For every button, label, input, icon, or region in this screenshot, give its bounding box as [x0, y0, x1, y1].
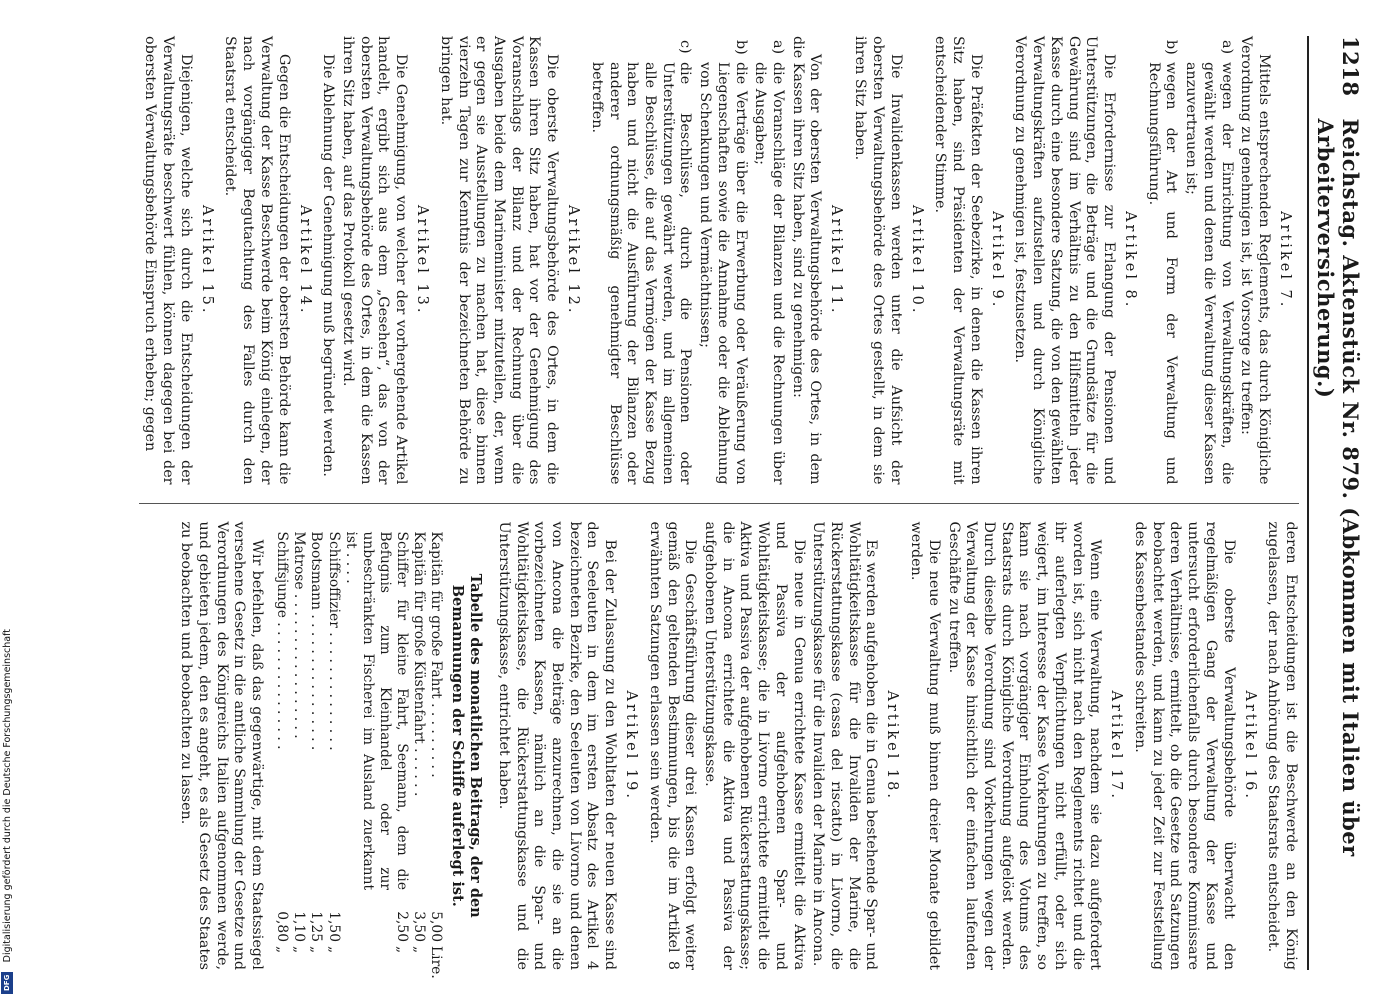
paragraph: deren Entscheidungen ist die Beschwerde an den König zugelassen, der nach Anhörung des Staatsrats entscheidet. [1265, 521, 1299, 970]
paragraph: Die oberste Verwaltungsbehörde des Ortes, in dem die Kassen ihren Sitz haben, hat vor der Genehmigung des Voranschlags der Bilanz und der Rechnung über die Ausgaben beide dem Marineminister mitzuteilen, der, wenn er gegen sie Ausstellungen zu machen hat, diese binnen vierzehn Tagen zur Kenntnis der bezeichneten Behörde zu bringen hat. [437, 36, 561, 485]
paragraph: Die Erfordernisse zur Erlangung der Pensionen und Unterstützungen, die Beträge und die Grundsätze für die Gewährung sind im Verhältnis zu den Hilfsmitteln jeder Kasse durch eine besondere Satzung, die von den gewählten Verwaltungskräften aufzustellen und durch Königliche Verordnung zu genehmigen ist, festzusetzen. [1012, 36, 1118, 485]
paragraph: Von der obersten Verwaltungsbehörde des Ortes, in dem die Kassen ihren Sitz haben, sind zu genehmigen: [789, 36, 824, 485]
paragraph: Bei der Zulassung zu den Wohltaten der neuen Kasse sind den Seeleuten in dem im ersten Absatz des Artikel 4 bezeichneten Bezirke, den Seeleuten von Livorno und denen von Ancona die Beiträge anzurechnen, die sie an die vorbezeichneten Kassen, nämlich an die Spar- und Wohltätigkeitskasse, die Rückerstattungskasse und die Unterstützungskasse, entrichtet haben. [495, 521, 619, 970]
article-heading: Artikel 8. [1122, 211, 1138, 310]
paragraph: Mittels entsprechenden Reglements, das durch Königliche Verordnung zu genehmigen ist, ist Vorsorge zu treffen: [1238, 36, 1273, 485]
currency-unit: „ [308, 946, 325, 954]
table-row [290, 532, 307, 981]
contribution-amount: 5,00 [428, 911, 445, 942]
list-item-label: a) [1218, 40, 1235, 55]
page-number: 1218 [1338, 36, 1363, 97]
list-item-label: b) [1163, 40, 1180, 55]
article-heading: Artikel 19. [623, 690, 640, 802]
article-heading: Artikel 14. [296, 204, 313, 316]
rank-label: Kapitän für große Fahrt . . . . . . . . . [428, 531, 445, 778]
paragraph: Die Präfekten der Seebezirke, in denen die Kassen ihren Sitz haben, sind Präsidenten der Verwaltungsräte mit entscheidender Stimme. [932, 36, 984, 485]
list-item-text: die Voranschläge der Bilanzen und die Rechnungen über die Ausgaben; [752, 62, 787, 485]
article-heading: Artikel 9. [988, 211, 1005, 310]
list-item [1181, 36, 1234, 485]
currency-unit: „ [393, 946, 410, 954]
list-item [587, 36, 693, 485]
paragraph: Diejenigen, welche sich durch die Entscheidungen der Verwaltungsräte beschwert fühlen, können dagegen bei der obersten Verwaltungsbehörde Einspruch erheben; gegen [142, 36, 194, 485]
contribution-amount: 1,25 [308, 911, 325, 942]
paragraph: Es werden aufgehoben die in Genua bestehende Spar- und Wohltätigkeitskasse für die Invaliden der Marine, die Rückerstattungskasse (cassa del riscatto) in Livorno, die Unterstützungskasse für die Invaliden der Marine in Ancona. [810, 521, 880, 970]
paragraph: Die Genehmigung, von welcher der vorhergehende Artikel handelt, ergibt sich aus dem „Gesehen“, das von der obersten Verwaltungsbehörde des Ortes, in dem die Kassen ihren Sitz haben, auf das Protokoll gesetzt wird. [340, 36, 410, 485]
contribution-amount: 0,80 [274, 911, 291, 942]
paragraph: Die neue Verwaltung muß binnen dreier Monate gebildet werden. [908, 521, 942, 970]
list-item-text: die Beschlüsse, durch die Pensionen oder Unterstützungen gewährt werden, und im allgemeinen alle Beschlüsse, die auf das Vermögen der Kasse Bezug haben und nicht die Ausführung der Bilanzen oder anderer ordnungsmäßig genehmigter Beschlüsse betreffen. [588, 62, 694, 485]
contribution-amount: 1,50 [325, 911, 342, 942]
table-row [427, 532, 444, 981]
paragraph: Die Ablehnung der Genehmigung muß begründet werden. [320, 54, 337, 477]
table-row [325, 532, 342, 981]
paragraph: Gegen die Entscheidungen der obersten Behörde kann die Verwaltung der Kasse Beschwerde beim König einlegen, der nach vorgängiger Begutachtung des Falles durch den Staatsrat entscheidet. [222, 36, 292, 485]
list-item-label: b) [732, 40, 749, 55]
left-column [139, 36, 1299, 485]
rank-label: Kapitän für große Küstenfahrt . . . . . . [411, 531, 428, 797]
rank-label: Schiffsjunge . . . . . . . . . . . . . . . [274, 531, 291, 750]
text-columns [139, 36, 1299, 979]
article-heading: Artikel 12. [565, 204, 582, 316]
table-row [273, 532, 290, 981]
contribution-amount: 1,10 [291, 911, 308, 942]
table-row [410, 532, 427, 981]
currency-unit: „ [274, 946, 291, 954]
contribution-amount: 2,50 [393, 911, 410, 942]
article-heading: Artikel 11. [828, 204, 845, 316]
list-item-label: a) [770, 40, 787, 55]
page-header [1307, 36, 1363, 970]
article-heading: Artikel 13. [414, 204, 431, 316]
article-heading: Artikel 10. [908, 204, 925, 316]
paragraph: Die Geschäftsführung dieser drei Kassen erfolgt weiter gemäß den geltenden Bestimmungen, bis die im Artikel 8 erwähnten Satzungen erlassen sein werden. [646, 521, 699, 970]
currency-unit: „ [411, 946, 428, 954]
paragraph: Die oberste Verwaltungsbehörde überwacht den regelmäßigen Gang der Verwaltung der Kasse und untersucht erforderlichenfalls durch besondere Kommissare deren Verhältnisse, ermittelt, ob die Gesetze und Satzungen beobachtet werden, und kann zu jeder Zeit zur Feststellung des Kassenbestandes schreiten. [1132, 521, 1237, 970]
right-column [139, 521, 1299, 979]
page-title: Reichstag. Aktenstück Nr. 879. (Abkommen mit Italien über Arbeiterversicherung.) [1313, 118, 1363, 857]
column-divider [139, 503, 1299, 504]
closing-paragraph: Wir befehlen, daß das gegenwärtige, mit dem Staatssiegel versehene Gesetz in die amtliche Sammlung der Gesetze und Verordnungen des Königreichs Italien aufgenommen werde, und gebieten jedem, den es angeht, es als Gesetz des Staates zu beobachten und beobachten zu lassen. [178, 521, 266, 970]
contribution-table [273, 532, 444, 981]
paragraph: Wenn eine Verwaltung, nachdem sie dazu aufgefordert worden ist, sich nicht nach den Reglements richtet und die ihr auferlegten Verpflichtungen nicht erfüllt, oder sich weigert, im Interesse der Kasse Vorkehrungen zu treffen, so kann sie nach vorgängiger Einholung des Votums des Staatsrats durch Königliche Verordnung aufgelöst werden. Durch dieselbe Verordnung sind Vorkehrungen wegen der Verwaltung der Kasse hinsichtlich der einfachen laufenden Geschäfte zu treffen. [945, 521, 1104, 970]
currency-unit: Lire. [428, 946, 445, 979]
credit-text: Digitalisierung gefördert durch die Deutsche Forschungsgemeinschaft [1, 628, 13, 962]
article-heading: Artikel 16. [1241, 690, 1258, 802]
paragraph: Die neue in Genua errichtete Kasse ermittelt die Aktiva und Passiva der aufgehobenen Spar- und Wohltätigkeitskasse; die in Livorno errichtete ermittelt die Aktiva und Passiva der aufgehobenen Rückerstattungskasse; die in Ancona errichtete die Aktiva und Passiva der aufgehobenen Unterstützungskasse. [701, 521, 807, 970]
paragraph: Die Invalidenkassen werden unter die Aufsicht der obersten Verwaltungsbehörde des Ortes gestellt, in dem sie ihren Sitz haben. [852, 36, 904, 485]
article-heading: Artikel 15. [198, 204, 215, 316]
currency-unit: „ [325, 946, 342, 954]
rank-label: Schiffsoffizier . . . . . . . . . . . . . . [325, 531, 342, 751]
list-item [751, 36, 786, 485]
currency-unit: „ [291, 946, 308, 954]
list-item-text: wegen der Art und Form der Verwaltung und Rechnungsführung. [1145, 62, 1180, 485]
table-row [307, 532, 324, 981]
article-heading: Artikel 7. [1277, 211, 1293, 310]
list-item-text: wegen der Einrichtung von Verwaltungskräften, die gewählt werden und denen die Verwaltung dieser Kassen anzuvertrauen ist; [1183, 62, 1235, 485]
rank-label: Schiffer für kleine Fahrt, Seemann, dem die Befugnis zum Kleinhandel oder zur unbeschränkten Fischerei im Ausland zuerkannt ist . . . . [342, 531, 410, 890]
list-item-text: die Verträge über die Erwerbung oder Veräußerung von Liegenschaften sowie die Annahme oder die Ablehnung von Schenkungen und Vermächtnissen; [697, 62, 749, 485]
list-item-label: c) [677, 40, 694, 54]
list-item [695, 36, 748, 485]
article-heading: Artikel 17. [1108, 690, 1125, 802]
article-heading: Artikel 18. [884, 690, 901, 802]
table-title: Tabelle des monatlichen Beitrags, der den Bemannungen der Schiffe auferlegt ist. [449, 573, 485, 918]
contribution-amount: 3,50 [411, 911, 428, 942]
table-row [342, 532, 410, 981]
dfg-logo: DFG [1, 972, 13, 994]
rank-label: Bootsmann . . . . . . . . . . . . . . . . [308, 531, 325, 751]
rank-label: Matrose . . . . . . . . . . . . . . . . . [291, 531, 308, 739]
list-item [1144, 36, 1179, 485]
